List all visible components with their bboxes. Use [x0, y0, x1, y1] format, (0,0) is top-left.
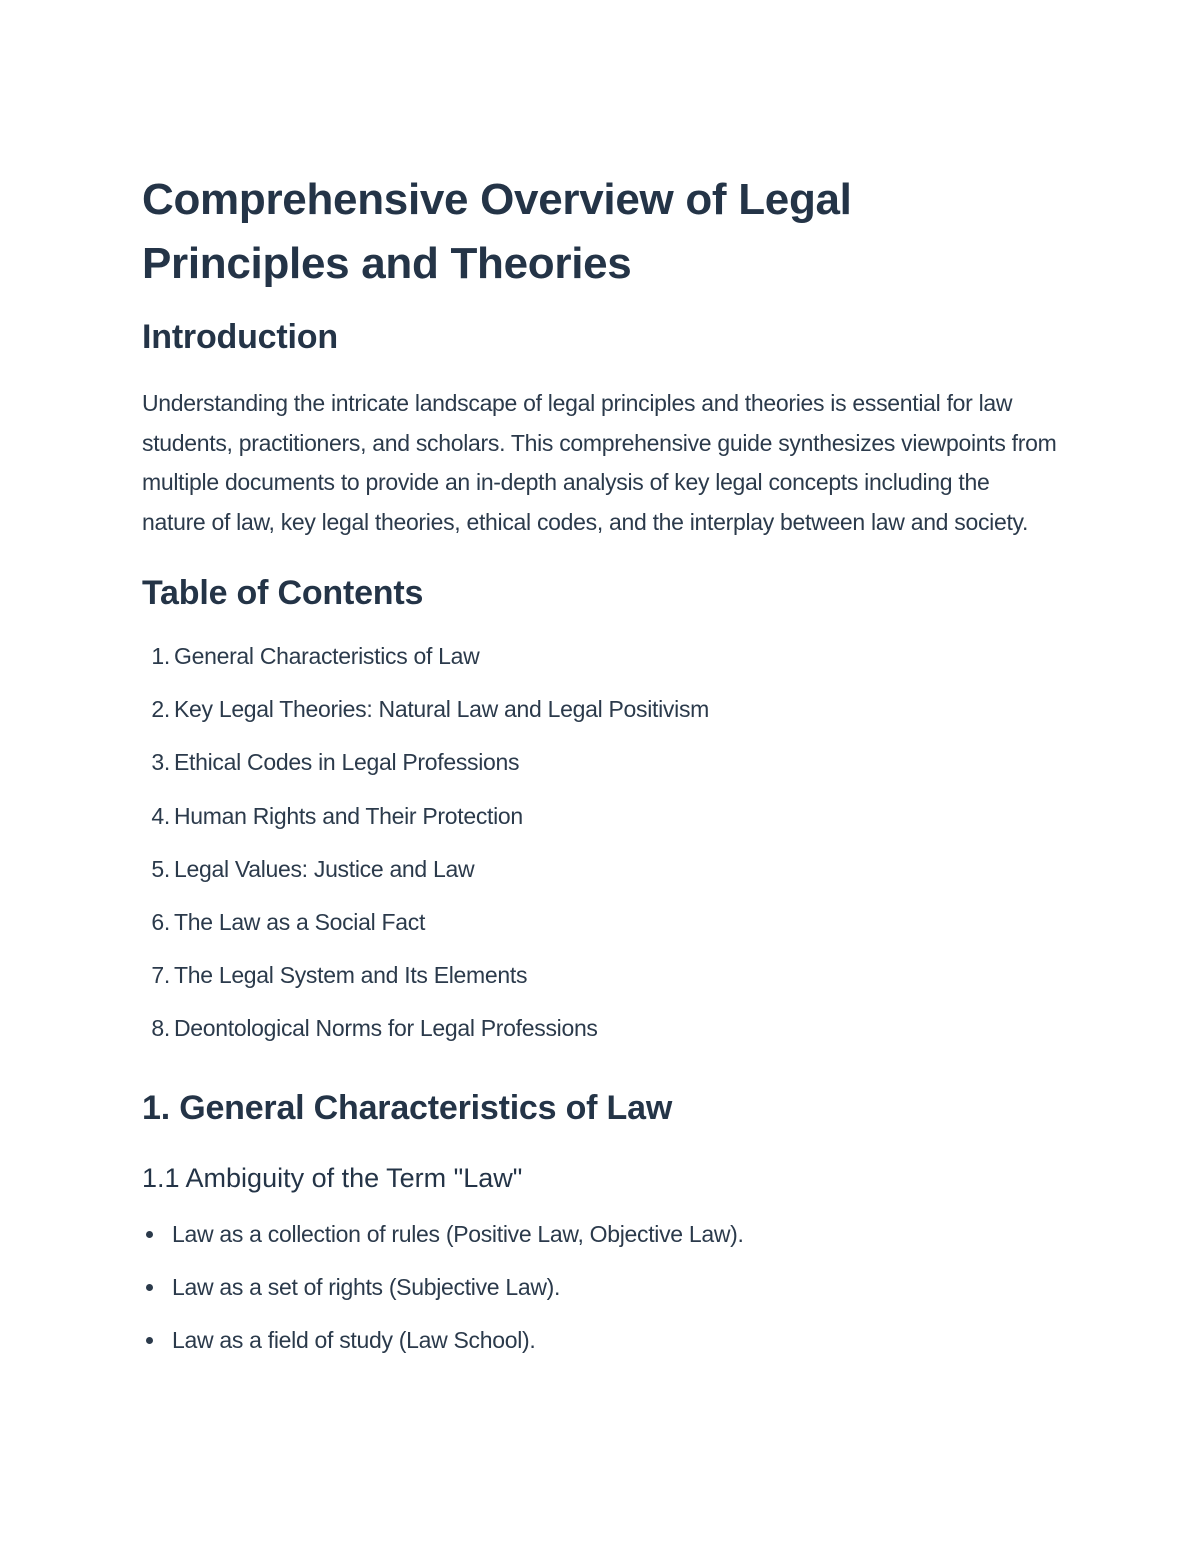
document-content	[142, 168, 1062, 1367]
section-heading: 1. General Characteristics of Law	[142, 1088, 673, 1127]
introduction-heading: Introduction	[142, 318, 338, 356]
toc-item-label: General Characteristics of Law	[174, 643, 480, 669]
toc-item-number: 8.	[151, 1015, 170, 1042]
document-title: Comprehensive Overview of Legal Principles and Theories	[142, 175, 852, 288]
list-item-text: Law as a field of study (Law School).	[172, 1326, 536, 1353]
toc-item-number: 2.	[151, 696, 170, 723]
toc-item[interactable]	[142, 630, 1062, 683]
toc-item[interactable]	[142, 843, 1062, 896]
toc-item-label: Ethical Codes in Legal Professions	[174, 749, 520, 776]
toc-item-label: Legal Values: Justice and Law	[174, 855, 475, 882]
toc-item-label: Human Rights and Their Protection	[174, 802, 523, 829]
list-item-text: Law as a set of rights (Subjective Law).	[172, 1273, 561, 1300]
list-item	[142, 1314, 1062, 1367]
toc-item-number: 7.	[151, 962, 170, 989]
toc-item-label: The Law as a Social Fact	[174, 909, 426, 936]
toc-item-number: 3.	[151, 749, 170, 776]
toc-heading: Table of Contents	[142, 574, 424, 612]
bullet-list	[142, 1208, 1062, 1367]
list-item-text: Law as a collection of rules (Positive Law, Objective Law).	[172, 1220, 744, 1247]
toc-item-label: Deontological Norms for Legal Professions	[174, 1015, 598, 1042]
toc-item[interactable]	[142, 683, 1062, 736]
toc-item-label: Key Legal Theories: Natural Law and Legal Positivism	[174, 696, 709, 723]
toc-item[interactable]	[142, 736, 1062, 789]
bullet-icon	[146, 1284, 153, 1291]
toc-item[interactable]	[142, 1002, 1062, 1055]
table-of-contents	[142, 630, 1062, 1056]
list-item	[142, 1208, 1062, 1261]
toc-item-label: The Legal System and Its Elements	[174, 962, 528, 989]
subsection-heading: 1.1 Ambiguity of the Term "Law"	[142, 1162, 523, 1193]
bullet-icon	[146, 1231, 153, 1238]
toc-item-number: 5.	[151, 855, 170, 882]
toc-item[interactable]	[142, 790, 1062, 843]
introduction-paragraph: Understanding the intricate landscape of legal principles and theories is essential for law students, practitioners, and scholars. This comprehensive guide synthesizes viewpoints from multiple documents to provide an in-depth analysis of key legal concepts including the nature of law, key legal theories, ethical codes, and the interplay between law and society.	[142, 390, 1057, 535]
toc-item[interactable]	[142, 896, 1062, 949]
toc-item-number: 1.	[151, 643, 170, 669]
toc-item-number: 4.	[151, 802, 170, 829]
toc-item-number: 6.	[151, 909, 170, 936]
bullet-icon	[146, 1337, 153, 1344]
toc-item[interactable]	[142, 949, 1062, 1002]
list-item	[142, 1261, 1062, 1314]
